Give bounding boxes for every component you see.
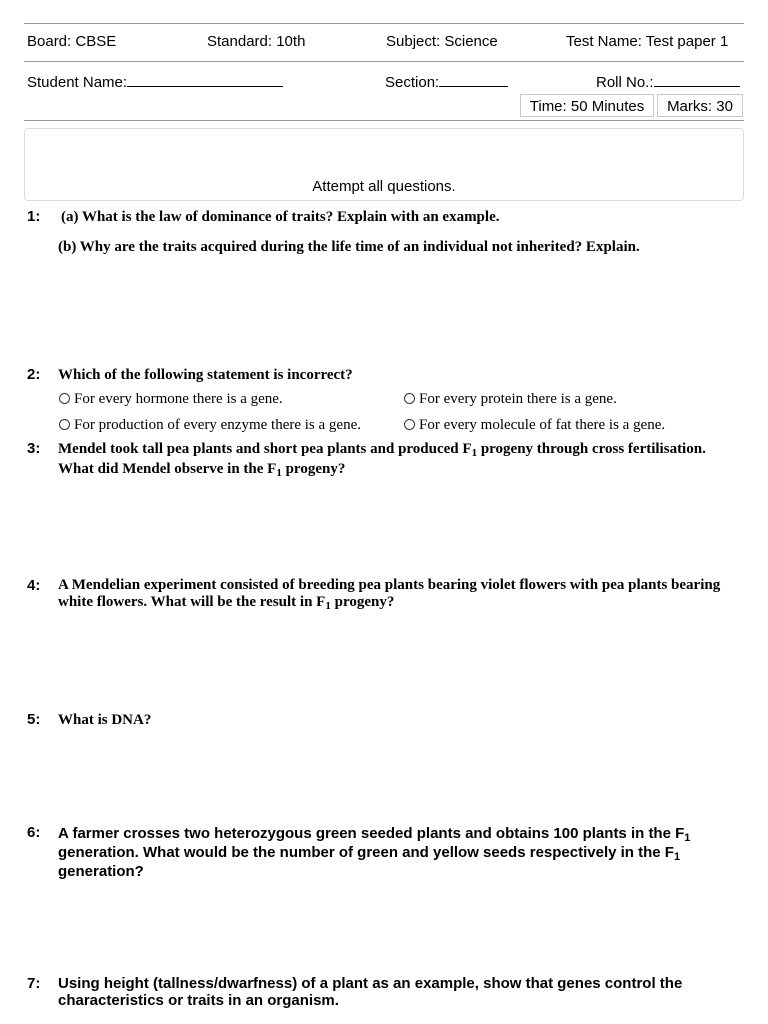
question-6-text	[58, 824, 744, 881]
question-4-number: 4:	[27, 577, 41, 594]
instructions-panel	[24, 128, 744, 201]
question-6-line-2: generation. What would be the number of green and yellow seeds respectively in the $F_1$	[58, 844, 681, 863]
radio-icon[interactable]	[404, 393, 415, 404]
header-mid-rule	[24, 61, 744, 62]
question-4-text	[58, 577, 744, 611]
time-box: Time: 50 Minutes	[520, 94, 654, 117]
roll-no-field	[596, 72, 740, 92]
radio-icon[interactable]	[59, 393, 70, 404]
standard-label: Standard: 10th	[207, 33, 306, 50]
question-4-line-1: A Mendelian experiment consisted of breeding pea plants bearing violet flowers with pea plants bearing	[58, 577, 721, 593]
question-7-line-1: Using height (tallness/dwarfness) of a plant as an example, show that genes control the	[58, 975, 683, 992]
question-6-number: 6:	[27, 824, 41, 841]
question-2-option-d[interactable]	[404, 416, 665, 434]
student-name-blank[interactable]	[127, 72, 283, 87]
option-label: For production of every enzyme there is a gene.	[74, 417, 361, 433]
question-2-option-b[interactable]	[404, 390, 617, 408]
question-2-number: 2:	[27, 366, 41, 383]
instructions-text: Attempt all questions.	[312, 178, 456, 195]
option-label: For every hormone there is a gene.	[74, 391, 283, 407]
question-4-line-2: white flowers. What will be the result in $F_1$ progeny?	[58, 594, 395, 612]
header-top-rule	[24, 23, 744, 24]
subject-label: Subject: Science	[386, 33, 498, 50]
question-3-text	[58, 440, 744, 479]
question-3-line-2: What did Mendel observe in the $F_1$ progeny?	[58, 461, 346, 479]
section-label: Section:	[385, 74, 440, 91]
board-label: Board: CBSE	[27, 33, 117, 50]
question-7-line-2: characteristics or traits in an organism.	[58, 992, 339, 1009]
question-7-text	[58, 975, 744, 1009]
student-name-label: Student Name:	[27, 74, 128, 91]
test-name-label: Test Name: Test paper 1	[566, 33, 729, 50]
radio-icon[interactable]	[404, 419, 415, 430]
question-2-option-a[interactable]	[59, 390, 283, 408]
question-7-number: 7:	[27, 975, 41, 992]
question-5-number: 5:	[27, 711, 41, 728]
question-2-option-c[interactable]	[59, 416, 361, 434]
question-2-text: Which of the following statement is incorrect?	[58, 367, 353, 383]
question-1a-text: (a) What is the law of dominance of traits? Explain with an example.	[61, 209, 500, 225]
section-field	[385, 72, 508, 92]
student-name-field	[27, 72, 283, 92]
roll-no-label: Roll No.:	[596, 74, 654, 91]
radio-icon[interactable]	[59, 419, 70, 430]
question-3-number: 3:	[27, 440, 41, 457]
option-label: For every molecule of fat there is a gene.	[419, 417, 666, 433]
question-6-line-3: generation?	[58, 863, 144, 880]
section-blank[interactable]	[439, 72, 508, 87]
marks-box: Marks: 30	[657, 94, 743, 117]
header-bottom-rule	[24, 120, 744, 121]
question-5-text: What is DNA?	[58, 712, 152, 728]
question-1b-text: (b) Why are the traits acquired during the life time of an individual not inherited? Explain.	[58, 239, 640, 255]
question-1-number: 1:	[27, 208, 41, 225]
option-label: For every protein there is a gene.	[419, 391, 617, 407]
roll-no-blank[interactable]	[654, 72, 740, 87]
question-3-line-1: Mendel took tall pea plants and short pea plants and produced $F_1$ progeny through cross fertilisation.	[58, 441, 706, 459]
question-6-line-1: A farmer crosses two heterozygous green seeded plants and obtains 100 plants in the $F_1$	[58, 825, 691, 844]
